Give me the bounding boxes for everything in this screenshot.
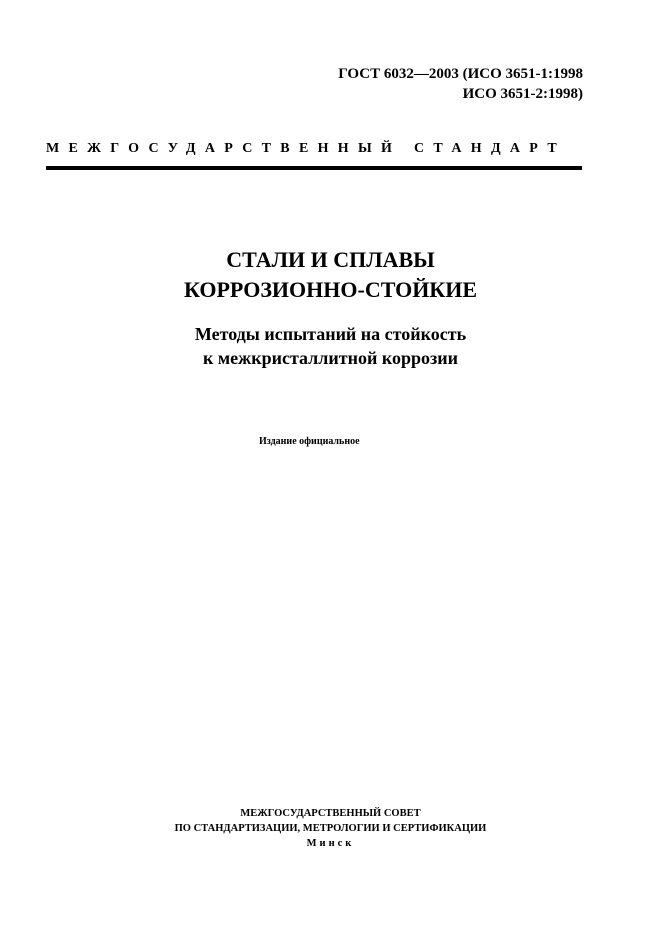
publisher-city: Минск: [306, 838, 355, 849]
edition-note: Издание официальное: [259, 436, 360, 447]
publisher-line-1: МЕЖГОСУДАРСТВЕННЫЙ СОВЕТ: [240, 808, 421, 819]
header-divider: [46, 166, 582, 170]
subtitle-line-1: Методы испытаний на стойкость: [194, 324, 467, 344]
designation-line-1: ГОСТ 6032—2003 (ИСО 3651-1:1998: [338, 66, 583, 82]
subtitle-line-2: к межкристаллитной коррозии: [203, 348, 458, 368]
publisher-line-2: ПО СТАНДАРТИЗАЦИИ, МЕТРОЛОГИИ И СЕРТИФИКАЦИИ: [174, 823, 487, 834]
standard-designation: [338, 64, 583, 104]
title-line-1: СТАЛИ И СПЛАВЫ: [226, 247, 435, 272]
standard-type-heading: МЕЖГОСУДАРСТВЕННЫЙ СТАНДАРТ: [46, 141, 566, 156]
designation-line-2: ИСО 3651-2:1998): [462, 86, 583, 102]
document-subtitle: [0, 322, 661, 370]
document-title: [0, 245, 661, 305]
title-line-2: КОРРОЗИОННО-СТОЙКИЕ: [183, 277, 478, 302]
publisher-block: [0, 806, 661, 851]
